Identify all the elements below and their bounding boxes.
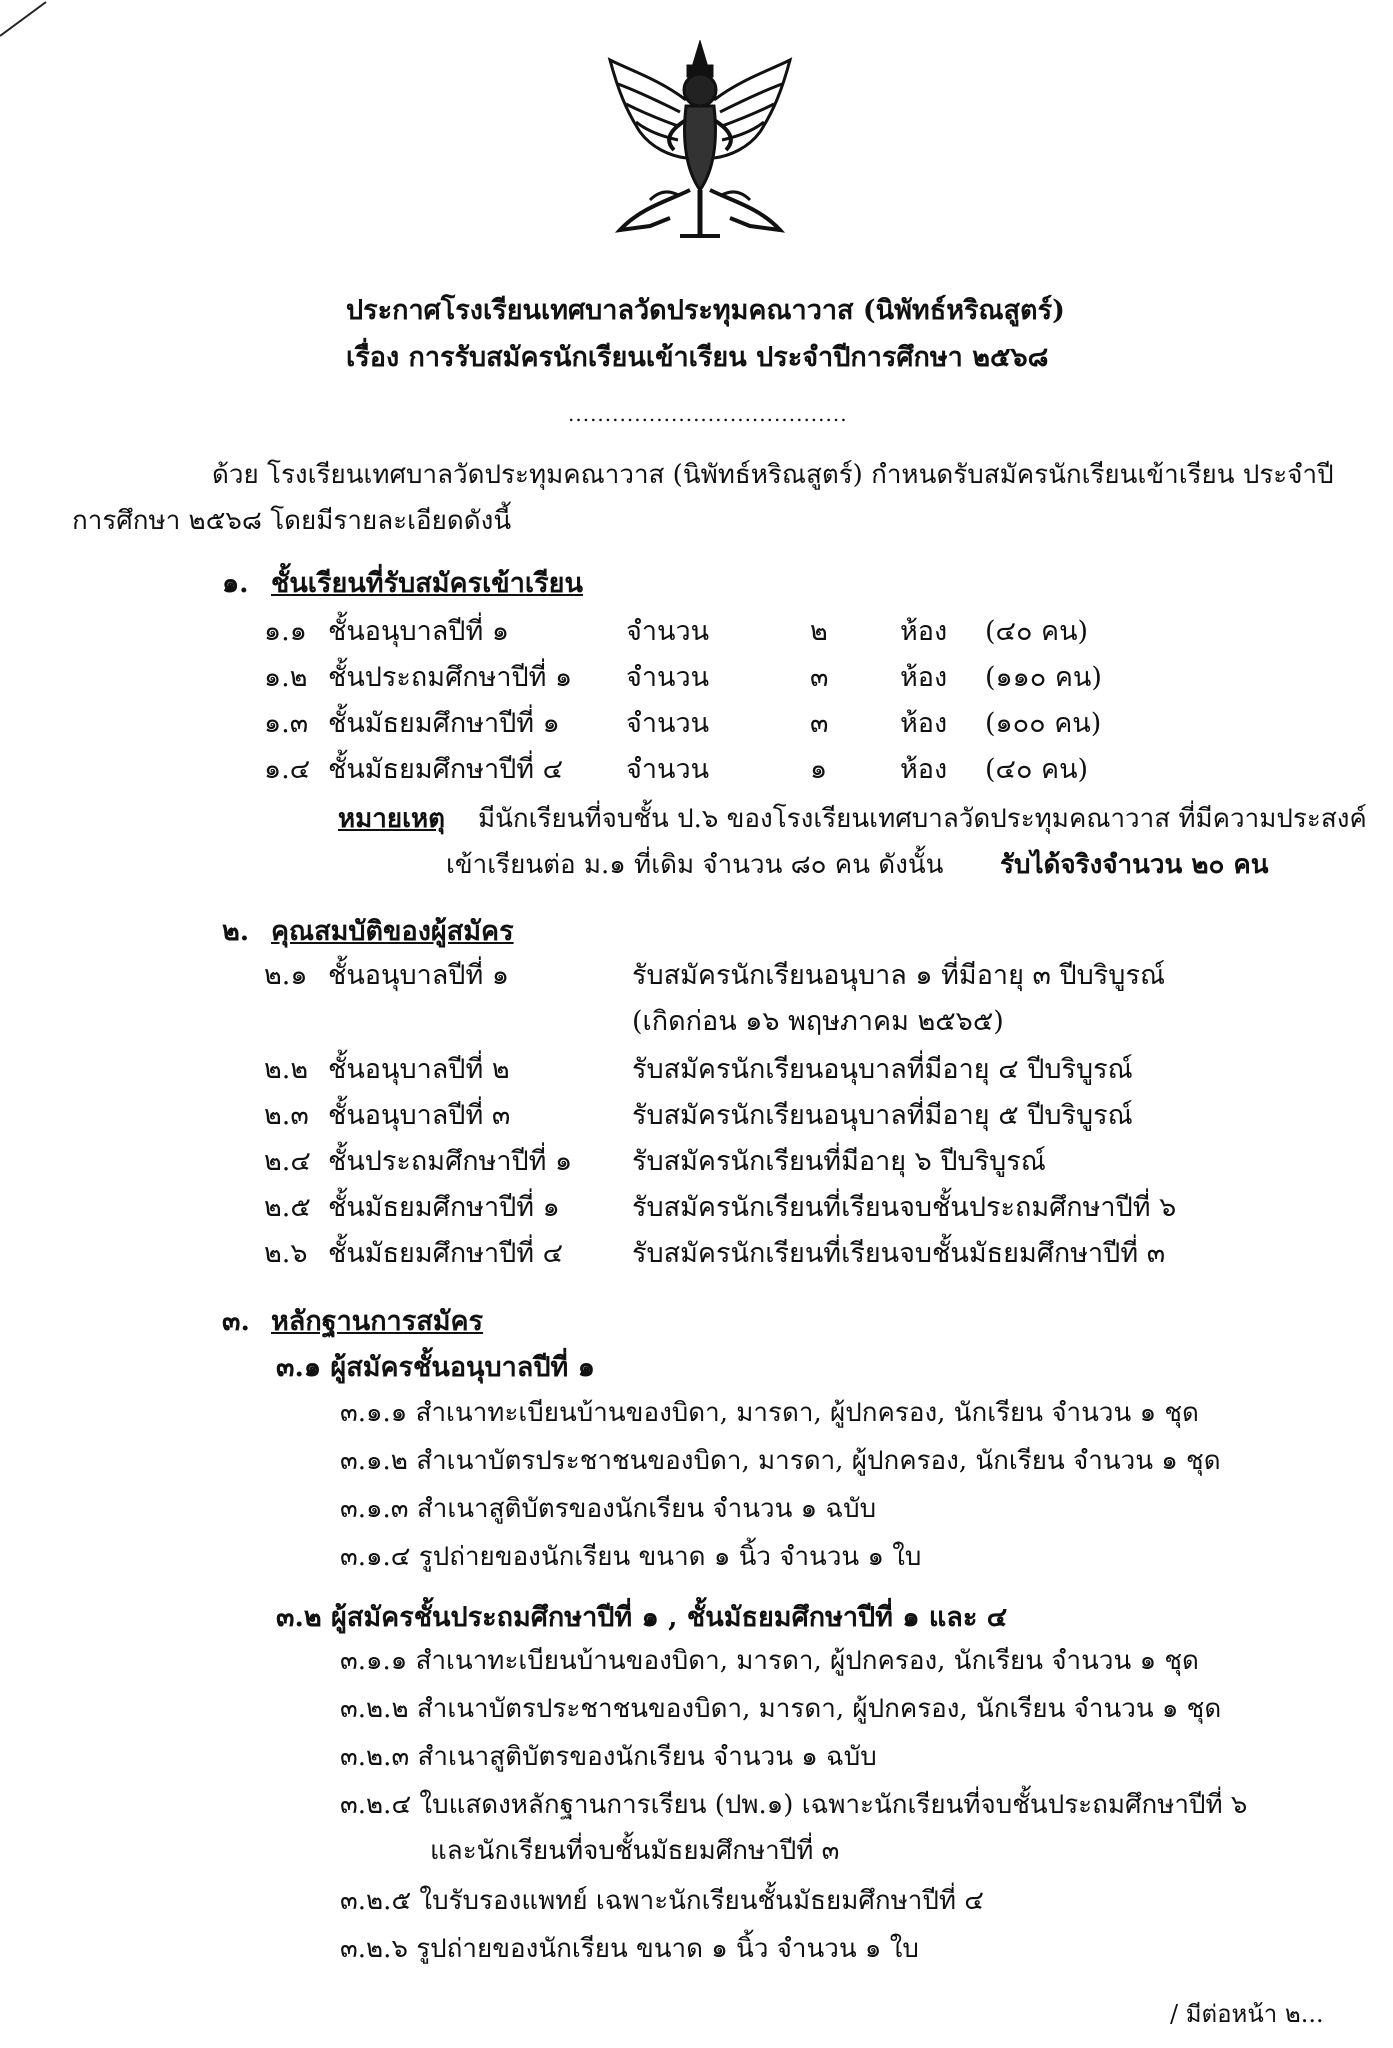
grade-name: ชั้นมัธยมศึกษาปีที่ ๑ — [328, 1192, 560, 1223]
grade-name: ชั้นอนุบาลปีที่ ๓ — [328, 1100, 511, 1131]
item-number: ๒.๕ — [264, 1192, 311, 1223]
student-count: (๑๐๐ คน) — [985, 708, 1102, 739]
row-number: ๑.๒ — [264, 662, 308, 693]
list-item-continuation: และนักเรียนที่จบชั้นมัธยมศึกษาปีที่ ๓ — [430, 1836, 840, 1866]
room-unit: ห้อง — [900, 616, 948, 647]
section-3-number: ๓. — [222, 1306, 250, 1337]
room-count: ๒ — [810, 616, 828, 647]
list-item: ๓.๑.๑ สำเนาทะเบียนบ้านของบิดา, มารดา, ผู้ปกครอง, นักเรียน จำนวน ๑ ชุด — [340, 1398, 1199, 1428]
row-number: ๑.๔ — [264, 754, 311, 785]
row-number: ๑.๓ — [264, 708, 309, 739]
subsection-3-1-title: ๓.๑ ผู้สมัครชั้นอนุบาลปีที่ ๑ — [276, 1352, 595, 1383]
room-count: ๑ — [810, 754, 828, 785]
grade-name: ชั้นอนุบาลปีที่ ๒ — [328, 1054, 510, 1085]
intro-line-2: การศึกษา ๒๕๖๘ โดยมีรายละเอียดดังนี้ — [72, 506, 512, 536]
qualification-text: รับสมัครนักเรียนที่เรียนจบชั้นมัธยมศึกษาปีที่ ๓ — [632, 1238, 1166, 1269]
item-number: ๒.๓ — [264, 1100, 309, 1131]
garuda-emblem-icon — [590, 40, 810, 250]
list-item: ๓.๑.๒ สำเนาบัตรประชาชนของบิดา, มารดา, ผู้ปกครอง, นักเรียน จำนวน ๑ ชุด — [340, 1446, 1221, 1476]
count-label: จำนวน — [626, 662, 710, 693]
item-number: ๒.๖ — [264, 1238, 308, 1269]
grade-name: ชั้นอนุบาลปีที่ ๑ — [328, 960, 509, 991]
room-count: ๓ — [810, 662, 829, 693]
item-number: ๒.๔ — [264, 1146, 311, 1177]
student-count: (๔๐ คน) — [985, 754, 1089, 785]
qualification-text: รับสมัครนักเรียนอนุบาล ๑ ที่มีอายุ ๓ ปีบริบูรณ์ — [632, 960, 1165, 991]
section-3-heading: หลักฐานการสมัคร — [271, 1306, 484, 1337]
note-label: หมายเหตุ — [338, 804, 446, 834]
section-1-heading: ชั้นเรียนที่รับสมัครเข้าเรียน — [271, 568, 583, 599]
qualification-text: รับสมัครนักเรียนที่มีอายุ ๖ ปีบริบูรณ์ — [632, 1146, 1046, 1177]
list-item: ๓.๒.๓ สำเนาสูติบัตรของนักเรียน จำนวน ๑ ฉบับ — [340, 1742, 877, 1772]
grade-name: ชั้นมัธยมศึกษาปีที่ ๑ — [328, 708, 560, 739]
room-unit: ห้อง — [900, 754, 948, 785]
note-line-1: มีนักเรียนที่จบชั้น ป.๖ ของโรงเรียนเทศบาลวัดประทุมคณาวาส ที่มีความประสงค์ — [478, 804, 1367, 834]
section-1-number: ๑. — [222, 568, 249, 599]
section-2-heading: คุณสมบัติของผู้สมัคร — [271, 916, 514, 947]
list-item: ๓.๑.๑ สำเนาทะเบียนบ้านของบิดา, มารดา, ผู้ปกครอง, นักเรียน จำนวน ๑ ชุด — [340, 1646, 1199, 1676]
room-unit: ห้อง — [900, 662, 948, 693]
grade-name: ชั้นมัธยมศึกษาปีที่ ๔ — [328, 754, 564, 785]
list-item: ๓.๒.๒ สำเนาบัตรประชาชนของบิดา, มารดา, ผู้ปกครอง, นักเรียน จำนวน ๑ ชุด — [340, 1694, 1222, 1724]
student-count: (๔๐ คน) — [985, 616, 1089, 647]
student-count: (๑๑๐ คน) — [985, 662, 1102, 693]
row-number: ๑.๑ — [264, 616, 307, 647]
qualification-text: รับสมัครนักเรียนอนุบาลที่มีอายุ ๔ ปีบริบูรณ์ — [632, 1054, 1133, 1085]
header-divider: ...................................... — [568, 402, 848, 426]
subsection-3-2-title: ๓.๒ ผู้สมัครชั้นประถมศึกษาปีที่ ๑ , ชั้นมัธยมศึกษาปีที่ ๑ และ ๔ — [276, 1602, 1008, 1633]
section-2-number: ๒. — [222, 916, 250, 947]
announcement-subject: เรื่อง การรับสมัครนักเรียนเข้าเรียน ประจำปีการศึกษา ๒๕๖๘ — [346, 342, 1049, 373]
room-unit: ห้อง — [900, 708, 948, 739]
list-item: ๓.๑.๓ สำเนาสูติบัตรของนักเรียน จำนวน ๑ ฉบับ — [340, 1494, 877, 1524]
intro-line-1: ด้วย โรงเรียนเทศบาลวัดประทุมคณาวาส (นิพัทธ์หริณสูตร์) กำหนดรับสมัครนักเรียนเข้าเรียน ประจำปี — [212, 460, 1334, 490]
item-number: ๒.๑ — [264, 960, 308, 991]
count-label: จำนวน — [626, 708, 710, 739]
item-number: ๒.๒ — [264, 1054, 309, 1085]
list-item: ๓.๒.๔ ใบแสดงหลักฐานการเรียน (ปพ.๑) เฉพาะนักเรียนที่จบชั้นประถมศึกษาปีที่ ๖ — [340, 1790, 1248, 1820]
grade-name: ชั้นประถมศึกษาปีที่ ๑ — [328, 1146, 573, 1177]
grade-name: ชั้นอนุบาลปีที่ ๑ — [328, 616, 509, 647]
note-line-2-emphasis: รับได้จริงจำนวน ๒๐ คน — [1000, 850, 1269, 880]
room-count: ๓ — [810, 708, 829, 739]
grade-name: ชั้นประถมศึกษาปีที่ ๑ — [328, 662, 573, 693]
count-label: จำนวน — [626, 616, 710, 647]
qualification-text: รับสมัครนักเรียนอนุบาลที่มีอายุ ๕ ปีบริบูรณ์ — [632, 1100, 1133, 1131]
count-label: จำนวน — [626, 754, 710, 785]
note-line-2: เข้าเรียนต่อ ม.๑ ที่เดิม จำนวน ๘๐ คน ดังนั้น — [446, 850, 944, 880]
list-item: ๓.๒.๖ รูปถ่ายของนักเรียน ขนาด ๑ นิ้ว จำนวน ๑ ใบ — [340, 1934, 919, 1964]
list-item: ๓.๑.๔ รูปถ่ายของนักเรียน ขนาด ๑ นิ้ว จำนวน ๑ ใบ — [340, 1542, 922, 1572]
list-item: ๓.๒.๕ ใบรับรองแพทย์ เฉพาะนักเรียนชั้นมัธยมศึกษาปีที่ ๔ — [340, 1886, 984, 1916]
scan-scratch-mark — [0, 0, 60, 40]
announcement-title: ประกาศโรงเรียนเทศบาลวัดประทุมคณาวาส (นิพัทธ์หริณสูตร์) — [346, 295, 1065, 326]
qualification-text: (เกิดก่อน ๑๖ พฤษภาคม ๒๕๖๕) — [632, 1006, 1004, 1037]
qualification-text: รับสมัครนักเรียนที่เรียนจบชั้นประถมศึกษาปีที่ ๖ — [632, 1192, 1177, 1223]
grade-name: ชั้นมัธยมศึกษาปีที่ ๔ — [328, 1238, 564, 1269]
continued-note: / มีต่อหน้า ๒... — [1170, 2000, 1324, 2028]
